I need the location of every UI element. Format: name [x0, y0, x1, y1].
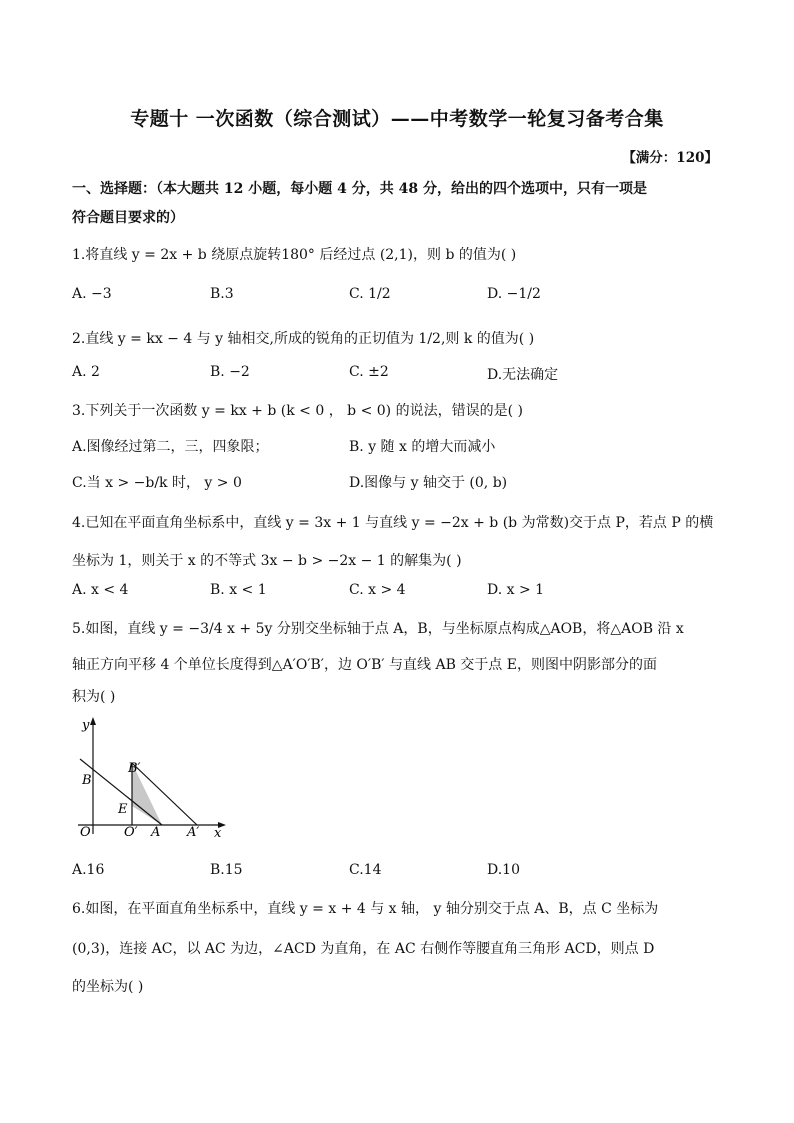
question-3: 3.下列关于一次函数 y = kx + b (k < 0 ， b < 0) 的说法，错误的是( )	[72, 403, 523, 419]
q4-option-b: B. x < 1	[210, 582, 267, 598]
question-6-line2: (0,3)，连接 AC，以 AC 为边，∠ACD 为直角，在 AC 右侧作等腰直角三角形 ACD，则点 D	[72, 941, 655, 957]
question-6-line1: 6.如图，在平面直角坐标系中，直线 y = x + 4 与 x 轴， y 轴分别交于点 A、B，点 C 坐标为	[72, 901, 659, 917]
q1-option-c: C. 1/2	[349, 286, 391, 302]
q4-option-d: D. x > 1	[487, 582, 545, 598]
question-4-line1: 4.已知在平面直角坐标系中，直线 y = 3x + 1 与直线 y = −2x + b (b 为常数)交于点 P，若点 P 的横	[72, 515, 714, 531]
label-a-prime: A′	[187, 825, 200, 840]
section-heading-line1: 一、选择题：（本大题共 12 小题，每小题 4 分，共 48 分，给出的四个选项中，只有一项是	[72, 181, 647, 197]
label-y: y	[82, 718, 90, 733]
question-5-line3: 积为( )	[72, 689, 116, 705]
question-1: 1.将直线 y = 2x + b 绕原点旋转180° 后经过点 (2,1)，则 b 的值为( )	[72, 247, 517, 263]
q2-option-b: B. −2	[210, 364, 250, 380]
label-a: A	[151, 825, 161, 840]
full-score: 【满分：120】	[622, 150, 718, 166]
label-o: O	[80, 825, 91, 840]
question-5-line1: 5.如图，直线 y = −3/4 x + 5y 分别交坐标轴于点 A，B，与坐标原点构成△AOB，将△AOB 沿 x	[72, 621, 684, 637]
document-title: 专题十 一次函数（综合测试）——中考数学一轮复习备考合集	[130, 108, 664, 130]
q1-option-d: D. −1/2	[487, 286, 541, 302]
q3-option-b: B. y 随 x 的增大而减小	[349, 439, 496, 455]
q4-option-c: C. x > 4	[349, 582, 406, 598]
y-axis-arrow	[90, 717, 96, 725]
q1-option-b: B.3	[210, 286, 234, 302]
q5-figure	[70, 712, 240, 842]
question-2: 2.直线 y = kx − 4 与 y 轴相交,所成的锐角的正切值为 1/2,则 k 的值为( )	[72, 331, 535, 347]
q5-option-c: C.14	[349, 862, 382, 878]
section-heading-line2: 符合题目要求的）	[72, 210, 184, 226]
q2-option-c: C. ±2	[349, 364, 389, 380]
q2-option-a: A. 2	[72, 364, 100, 380]
q5-option-a: A.16	[72, 862, 105, 878]
label-e: E	[118, 802, 128, 817]
q3-option-a: A.图像经过第二，三，四象限；	[72, 439, 269, 455]
q4-option-a: A. x < 4	[72, 582, 129, 598]
question-4-line2: 坐标为 1，则关于 x 的不等式 3x − b > −2x − 1 的解集为( )	[72, 553, 462, 569]
q2-option-d: D.无法确定	[487, 367, 559, 383]
question-6-line3: 的坐标为( )	[72, 979, 144, 995]
q3-option-c: C.当 x > −b/k 时， y > 0	[72, 475, 242, 491]
label-b-prime: B′	[128, 761, 141, 776]
q1-option-a: A. −3	[72, 286, 112, 302]
q5-option-b: B.15	[210, 862, 243, 878]
question-5-line2: 轴正方向平移 4 个单位长度得到△A′O′B′，边 O′B′ 与直线 AB 交于点 E，则图中阴影部分的面	[72, 657, 657, 673]
label-b: B	[82, 773, 92, 788]
label-o-prime: O′	[124, 825, 138, 840]
q5-option-d: D.10	[487, 862, 520, 878]
q3-option-d: D.图像与 y 轴交于 (0, b)	[349, 475, 508, 491]
label-x: x	[214, 826, 222, 841]
